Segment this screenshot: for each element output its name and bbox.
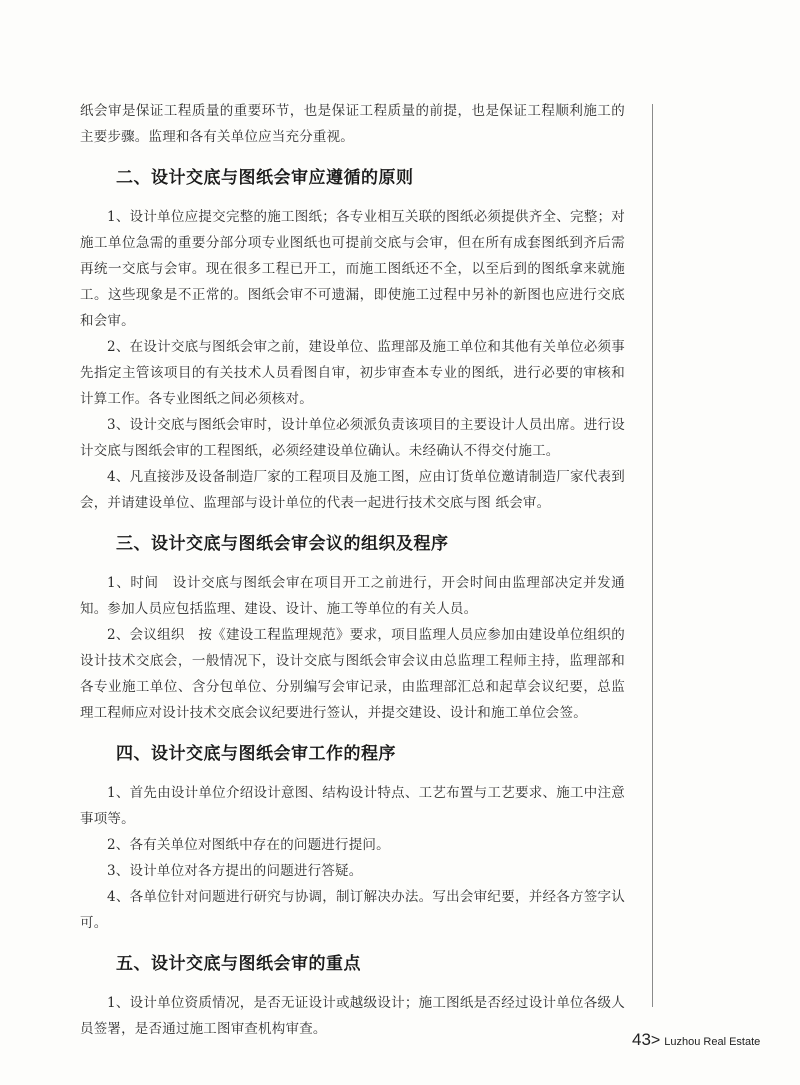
procedure-paragraph-1: 1、首先由设计单位介绍设计意图、结构设计特点、工艺布置与工艺要求、施工中注意事项等。 <box>80 785 625 827</box>
section-heading-key-points: 五、设计交底与图纸会审的重点 <box>116 954 361 974</box>
magazine-name: Luzhou Real Estate <box>664 1036 761 1048</box>
margin-rule <box>652 104 653 1007</box>
principles-paragraph-4: 4、凡直接涉及设备制造厂家的工程项目及施工图，应由订货单位邀请制造厂家代表到会，并请建设单位、监理部与设计单位的代表一起进行技术交底与图 纸会审。 <box>80 469 625 511</box>
principles-paragraph-3: 3、设计交底与图纸会审时，设计单位必须派负责该项目的主要设计人员出席。进行设计交底与图纸会审的工程图纸，必须经建设单位确认。未经确认不得交付施工。 <box>80 417 625 459</box>
meeting-paragraph-1: 1、时间 设计交底与图纸会审在项目开工之前进行，开会时间由监理部决定并发通知。参加人员应包括监理、建设、设计、施工等单位的有关人员。 <box>80 575 625 617</box>
principles-paragraph-1: 1、设计单位应提交完整的施工图纸；各专业相互关联的图纸必须提供齐全、完整；对施工单位急需的重要分部分项专业图纸也可提前交底与会审，但在所有成套图纸到齐后需再统一交底与会审。现在很多工程已开工，而施工图纸还不全，以至后到的图纸拿来就施工。这些现象是不正常的。图纸会审不可遗漏，即使施工过程中另补的新图也应进行交底和会审。 <box>80 209 625 329</box>
page-number: 43 <box>632 1030 651 1049</box>
arrow-icon: > <box>650 1032 661 1049</box>
intro-paragraph: 纸会审是保证工程质量的重要环节，也是保证工程质量的前提，也是保证工程顺利施工的主要步骤。监理和各有关单位应当充分重视。 <box>80 103 625 145</box>
procedure-paragraph-4: 4、各单位针对问题进行研究与协调，制订解决办法。写出会审纪要，并经各方签字认可。 <box>80 889 625 931</box>
key-points-paragraph-1: 1、设计单位资质情况，是否无证设计或越级设计；施工图纸是否经过设计单位各级人员签署，是否通过施工图审查机构审查。 <box>80 995 625 1037</box>
article-body <box>80 98 625 1042</box>
section-heading-principles: 二、设计交底与图纸会审应遵循的原则 <box>116 168 414 188</box>
procedure-paragraph-2: 2、各有关单位对图纸中存在的问题进行提问。 <box>107 837 390 853</box>
section-heading-procedure: 四、设计交底与图纸会审工作的程序 <box>116 744 396 764</box>
procedure-paragraph-3: 3、设计单位对各方提出的问题进行答疑。 <box>107 863 363 879</box>
meeting-paragraph-2: 2、会议组织 按《建设工程监理规范》要求，项目监理人员应参加由建设单位组织的设计技术交底会，一般情况下，设计交底与图纸会审会议由总监理工程师主持，监理部和各专业施工单位、含分包单位、分别编写会审记录，由监理部汇总和起草会议纪要，总监理工程师应对设计技术交底会议纪要进行签认，并提交建设、设计和施工单位会签。 <box>80 627 625 721</box>
page-footer <box>632 1030 760 1050</box>
principles-paragraph-2: 2、在设计交底与图纸会审之前，建设单位、监理部及施工单位和其他有关单位必须事先指定主管该项目的有关技术人员看图自审，初步审查本专业的图纸，进行必要的审核和计算工作。各专业图纸之间必须核对。 <box>80 339 625 407</box>
section-heading-meeting: 三、设计交底与图纸会审会议的组织及程序 <box>116 534 449 554</box>
